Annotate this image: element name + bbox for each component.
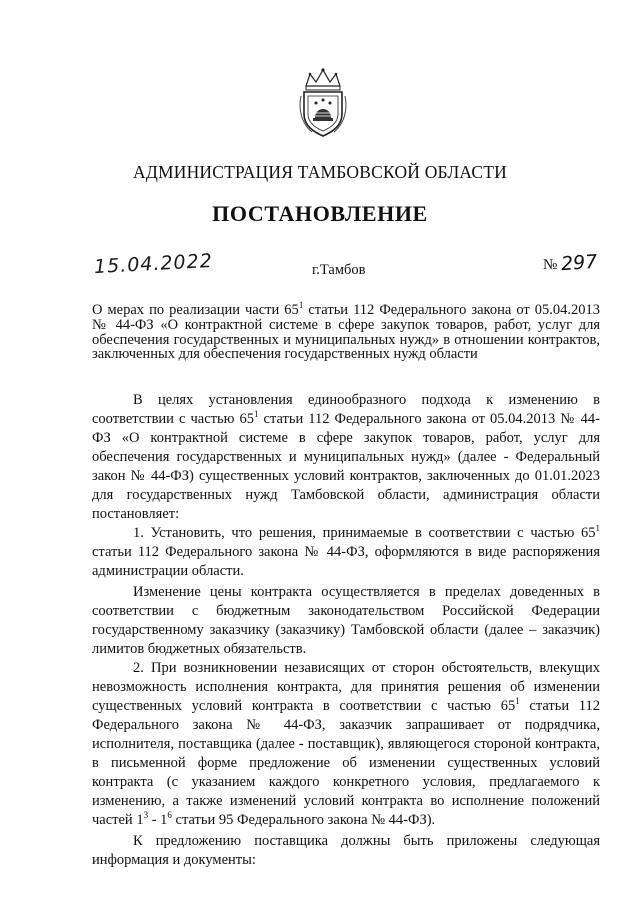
paragraph-price-change: Изменение цены контракта осуществляется в пределах доведенных в соответствии с бюджетным законодательством Российской Федерации государственному заказчику (заказчику) Тамбовской области (далее – заказчик) лимитов бюджетных обязательств. (92, 584, 600, 657)
paragraph-item-2: 2. При возникновении независящих от сторон обстоятельств, влекущих невозможность исполнения контракта, для принятия решения об изменении существенных условий контракта в соответствии с частью $65^1$ статьи 112 Федерального закона № 44-ФЗ, заказчик запрашивает от подрядчика, исполнителя, поставщика (далее - поставщик), являющегося стороной контракта, в письменной форме предложение об изменении существенных условий контракта (с указанием каждого конкретного условия, предлагаемого к изменению, а также изменений условий контракта во исполнение положений частей $1^3 - 1^6$ статьи 95 Федерального закона № 44-ФЗ). (92, 660, 600, 828)
paragraph-item-1: 1. Установить, что решения, принимаемые в соответствии с частью $65^1$ статьи 112 Федерального закона № 44-ФЗ, оформляются в виде распоряжения администрации области. (92, 523, 600, 579)
organization-title: АДМИНИСТРАЦИЯ ТАМБОВСКОЙ ОБЛАСТИ (133, 162, 507, 182)
document-body (92, 391, 600, 870)
document-type-title: ПОСТАНОВЛЕНИЕ (212, 201, 428, 226)
paragraph-preamble: В целях установления единообразного подхода к изменению в соответствии с частью $65^1$ статьи 112 Федерального закона от 05.04.2013 № 44-ФЗ «О контрактной системе в сфере закупок товаров, работ, услуг для обеспечения государственных и муниципальных нужд» (далее - Федеральный закон № 44-ФЗ) существенных условий контрактов, заключенных до 01.01.2023 для государственных нужд Тамбовской области, администрация области постановляет: (92, 392, 600, 522)
document-subject: О мерах по реализации части $65^1$ статьи 112 Федерального закона от 05.04.2013 № 44-ФЗ «О контрактной системе в сфере закупок товаров, работ, услуг для обеспечения государственных и муниципальных нужд» в отношении контрактов, заключенных для обеспечения государственных нужд области (92, 300, 601, 363)
number-value: 297 (560, 250, 599, 276)
paragraph-supplier-documents: К предложению поставщика должны быть приложены следующая информация и документы: (92, 833, 600, 868)
coat-of-arms-icon (296, 66, 350, 138)
number-label: № (543, 257, 558, 273)
document-number (543, 252, 598, 274)
document-city: г.Тамбов (312, 262, 366, 278)
document-date: 15.04.2022 (93, 249, 214, 279)
